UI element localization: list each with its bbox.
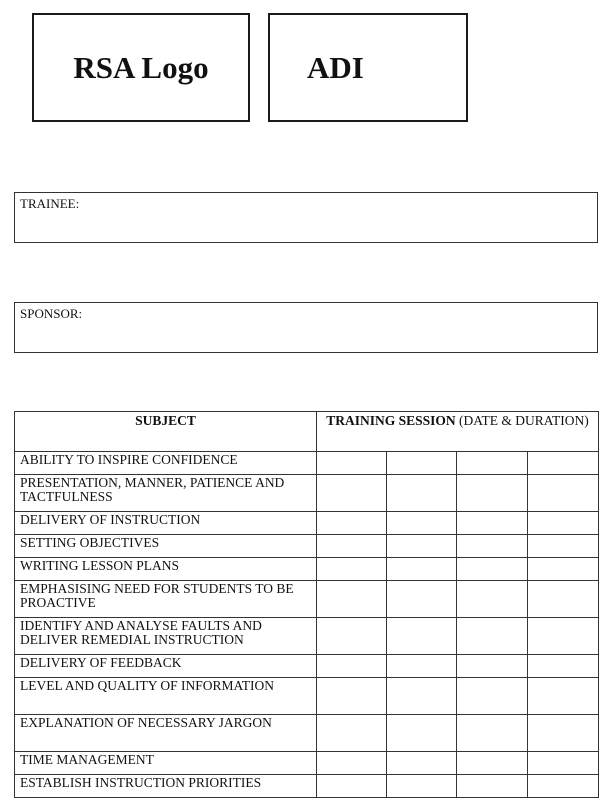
session-3-cell[interactable] — [457, 558, 528, 581]
session-4-cell[interactable] — [528, 618, 599, 655]
session-2-cell[interactable] — [387, 618, 457, 655]
session-4-cell[interactable] — [528, 715, 599, 752]
session-4-cell[interactable] — [528, 535, 599, 558]
session-2-cell[interactable] — [387, 512, 457, 535]
trainee-field[interactable] — [14, 192, 598, 243]
session-3-cell[interactable] — [457, 678, 528, 715]
subject-cell: SETTING OBJECTIVES — [15, 535, 317, 558]
table-row — [15, 618, 599, 655]
rsa-logo-text: RSA Logo — [73, 49, 209, 85]
table-row — [15, 678, 599, 715]
session-1-cell[interactable] — [317, 581, 387, 618]
table-row — [15, 752, 599, 775]
session-1-cell[interactable] — [317, 452, 387, 475]
session-3-cell[interactable] — [457, 512, 528, 535]
table-row — [15, 535, 599, 558]
subject-cell: LEVEL AND QUALITY OF INFORMATION — [15, 678, 317, 715]
session-4-cell[interactable] — [528, 475, 599, 512]
session-1-cell[interactable] — [317, 715, 387, 752]
subject-cell: EXPLANATION OF NECESSARY JARGON — [15, 715, 317, 752]
session-2-cell[interactable] — [387, 715, 457, 752]
session-3-cell[interactable] — [457, 535, 528, 558]
session-1-cell[interactable] — [317, 535, 387, 558]
subject-cell: PRESENTATION, MANNER, PATIENCE AND TACTFULNESS — [15, 475, 317, 512]
subject-column-header: SUBJECT — [15, 412, 317, 452]
training-session-table — [14, 411, 599, 798]
session-2-cell[interactable] — [387, 558, 457, 581]
session-2-cell[interactable] — [387, 452, 457, 475]
sponsor-field[interactable] — [14, 302, 598, 353]
training-session-column-header: TRAINING SESSION (DATE & DURATION) — [317, 412, 599, 452]
subject-cell: DELIVERY OF FEEDBACK — [15, 655, 317, 678]
table-row — [15, 452, 599, 475]
session-1-cell[interactable] — [317, 475, 387, 512]
session-4-cell[interactable] — [528, 558, 599, 581]
session-1-cell[interactable] — [317, 512, 387, 535]
session-1-cell[interactable] — [317, 558, 387, 581]
session-4-cell[interactable] — [528, 752, 599, 775]
session-2-cell[interactable] — [387, 535, 457, 558]
session-4-cell[interactable] — [528, 678, 599, 715]
table-header-row — [15, 412, 599, 452]
session-3-cell[interactable] — [457, 475, 528, 512]
table-row — [15, 475, 599, 512]
session-3-cell[interactable] — [457, 775, 528, 798]
session-2-cell[interactable] — [387, 581, 457, 618]
session-2-cell[interactable] — [387, 775, 457, 798]
session-4-cell[interactable] — [528, 655, 599, 678]
session-4-cell[interactable] — [528, 581, 599, 618]
subject-cell: TIME MANAGEMENT — [15, 752, 317, 775]
session-2-cell[interactable] — [387, 678, 457, 715]
session-4-cell[interactable] — [528, 512, 599, 535]
table-body — [15, 452, 599, 798]
adi-title-text: ADI — [307, 49, 364, 85]
adi-title-box — [268, 13, 468, 122]
session-1-cell[interactable] — [317, 618, 387, 655]
session-2-cell[interactable] — [387, 655, 457, 678]
session-3-cell[interactable] — [457, 655, 528, 678]
subject-cell: ABILITY TO INSPIRE CONFIDENCE — [15, 452, 317, 475]
session-1-cell[interactable] — [317, 752, 387, 775]
session-1-cell[interactable] — [317, 655, 387, 678]
table-row — [15, 655, 599, 678]
session-3-cell[interactable] — [457, 581, 528, 618]
subject-cell: IDENTIFY AND ANALYSE FAULTS AND DELIVER REMEDIAL INSTRUCTION — [15, 618, 317, 655]
session-1-cell[interactable] — [317, 775, 387, 798]
subject-cell: EMPHASISING NEED FOR STUDENTS TO BE PROACTIVE — [15, 581, 317, 618]
session-4-cell[interactable] — [528, 452, 599, 475]
session-1-cell[interactable] — [317, 678, 387, 715]
table-row — [15, 715, 599, 752]
trainee-label: TRAINEE: — [20, 196, 80, 211]
rsa-logo-placeholder — [32, 13, 250, 122]
sponsor-label: SPONSOR: — [20, 306, 83, 321]
subject-cell: ESTABLISH INSTRUCTION PRIORITIES — [15, 775, 317, 798]
table-row — [15, 581, 599, 618]
session-3-cell[interactable] — [457, 715, 528, 752]
table-row — [15, 512, 599, 535]
session-3-cell[interactable] — [457, 618, 528, 655]
table-row — [15, 775, 599, 798]
session-4-cell[interactable] — [528, 775, 599, 798]
subject-cell: DELIVERY OF INSTRUCTION — [15, 512, 317, 535]
session-3-cell[interactable] — [457, 752, 528, 775]
session-3-cell[interactable] — [457, 452, 528, 475]
table-row — [15, 558, 599, 581]
subject-cell: WRITING LESSON PLANS — [15, 558, 317, 581]
session-2-cell[interactable] — [387, 752, 457, 775]
session-2-cell[interactable] — [387, 475, 457, 512]
